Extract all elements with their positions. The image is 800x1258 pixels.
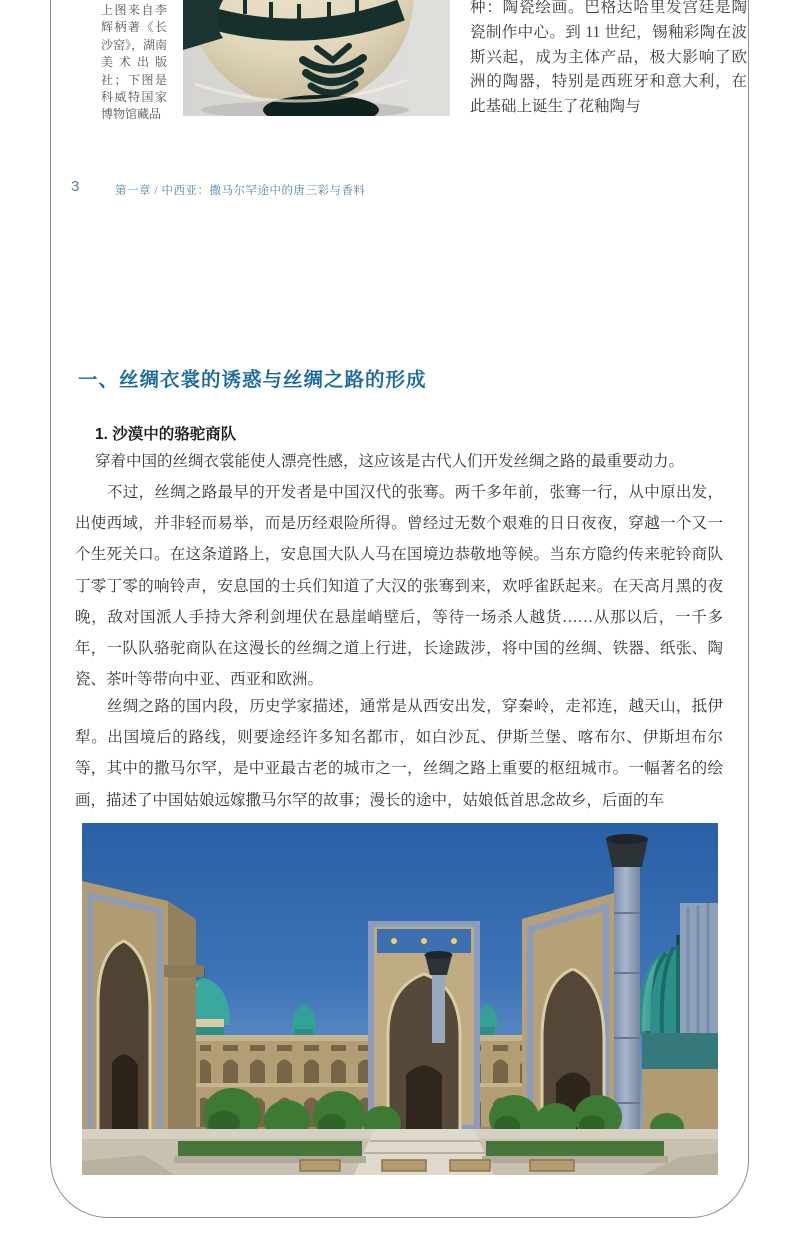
- page-number: 3: [71, 178, 80, 195]
- paragraph-1: 穿着中国的丝绸衣裳能使人漂亮性感，这应该是古代人们开发丝绸之路的最重要动力。: [95, 453, 685, 470]
- paragraph-2: 不过，丝绸之路最早的开发者是中国汉代的张骞。两千多年前，张骞一行，从中原出发，出使西域，并非轻而易举，而是历经艰险所得。曾经过无数个艰难的日日夜夜，穿越一个又一个生死关口。在这条道路上，安息国大队人马在国境边恭敬地等候。当东方隐约传来驼铃商队丁零丁零的响铃声，安息国的士兵们知道了大汉的张骞到来，欢呼雀跃起来。在天高月黑的夜晚，敌对国派人手持大斧利剑埋伏在悬崖峭壁后，等待一场杀人越货……从那以后，一千多年，一队队骆驼商队在这漫长的丝绸之道上行进，长途跋涉，将中国的丝绸、铁器、纸张、陶瓷、茶叶等带向中亚、西亚和欧洲。: [75, 484, 723, 689]
- subsection-title: 1. 沙漠中的骆驼商队: [95, 426, 237, 443]
- bowl-photo: [183, 0, 450, 116]
- paragraph-3: 丝绸之路的国内段，历史学家描述，通常是从西安出发，穿秦岭，走祁连，越天山，抵伊犁。出国境后的路线，则要途经许多知名都市，如白沙瓦、伊斯兰堡、喀布尔、伊斯坦布尔等，其中的撒马尔罕，是中亚最古老的城市之一，丝绸之路上重要的枢纽城市。一幅著名的绘画，描述了中国姑娘远嫁撒马尔罕的故事；漫长的途中，姑娘低首思念故乡，后面的车: [75, 698, 723, 809]
- section-title: 一、丝绸衣裳的诱惑与丝绸之路的形成: [78, 370, 427, 391]
- plaza: [82, 1129, 718, 1175]
- registan-photo-graphic: [82, 823, 718, 1175]
- central-portal: [368, 921, 480, 1131]
- figure-caption: 上图来自李辉柄著《长沙窑》，湖南美术出版社；下图是科威特国家博物馆藏品: [101, 3, 168, 122]
- chapter-header: 第一章 / 中西亚：撒马尔罕途中的唐三彩与香料: [115, 185, 366, 197]
- registan-photo: [82, 823, 718, 1175]
- bowl-photo-graphic: [183, 0, 450, 116]
- intro-text-column: 种：陶瓷绘画。巴格达哈里发宫廷是陶瓷制作中心。到 11 世纪，锡釉彩陶在波斯兴起，成为主体产品，极大影响了欧洲的陶器，特别是西班牙和意大利，在此基础上诞生了花釉陶与: [470, 0, 747, 116]
